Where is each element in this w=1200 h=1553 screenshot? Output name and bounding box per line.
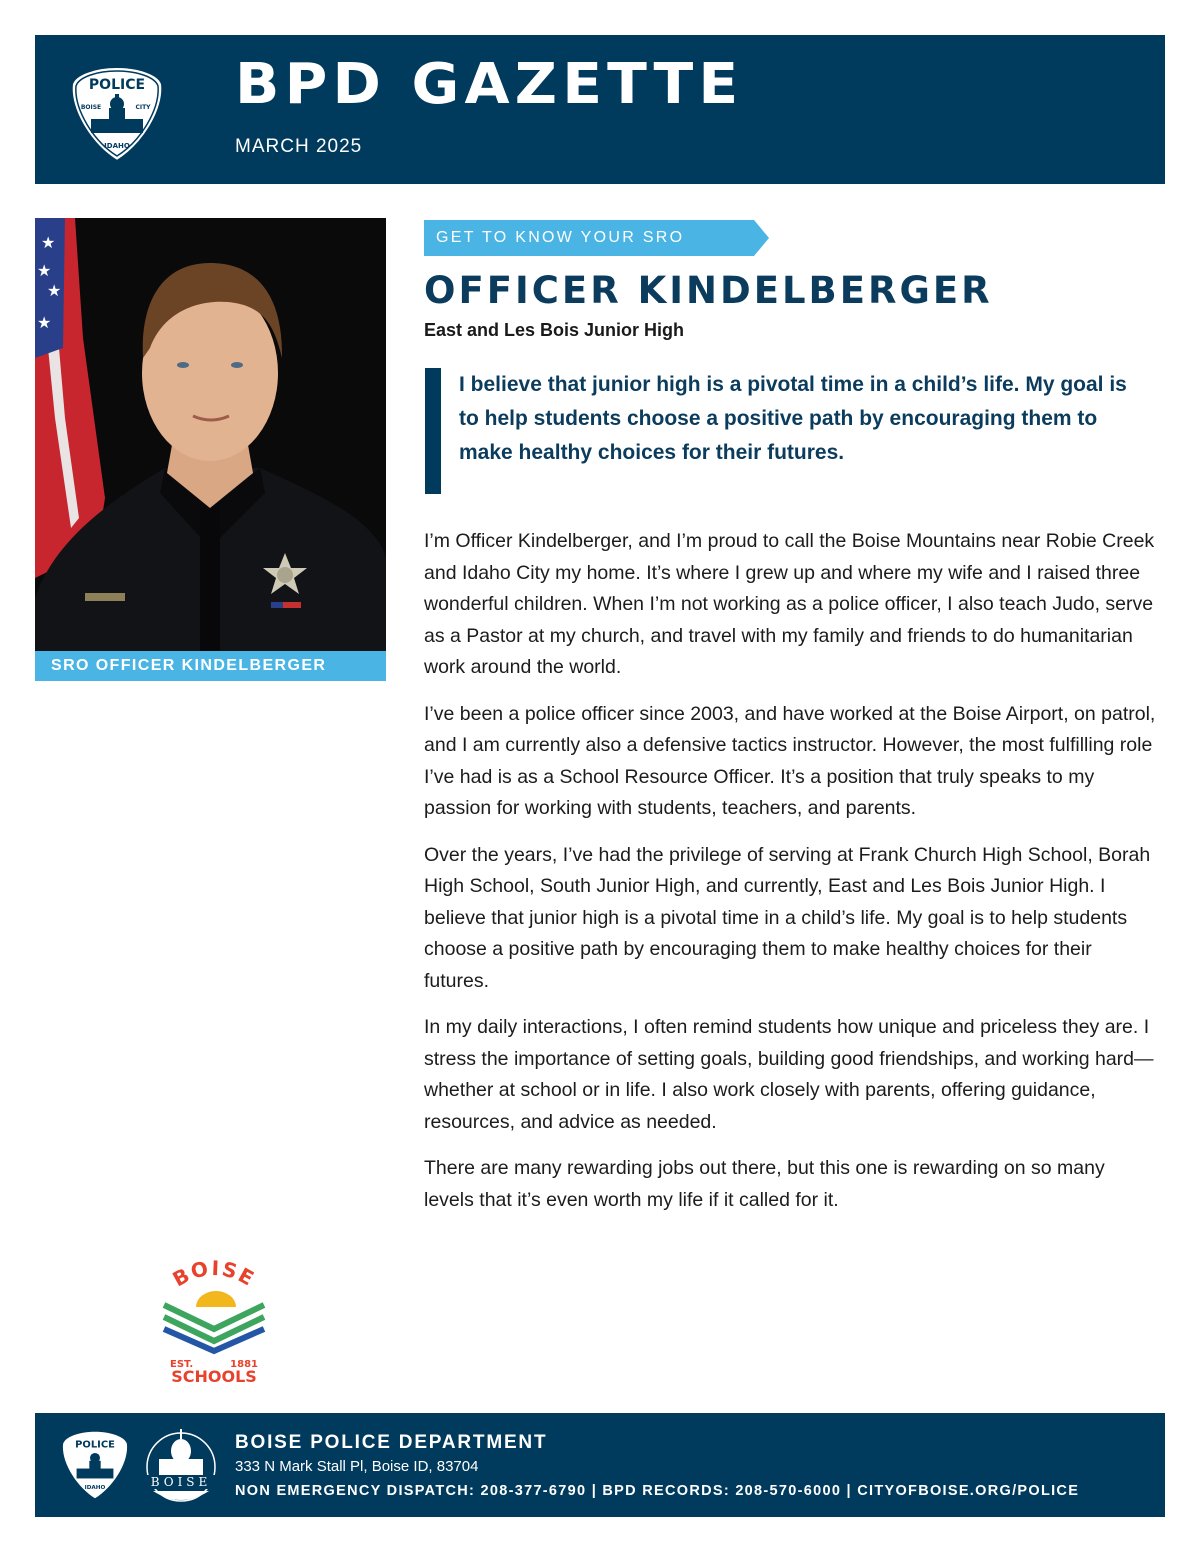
paragraph: In my daily interactions, I often remind students how unique and priceless they are. I stress the importance of setting goals, building good friendships, and working hard—whether at school or in life. I also work closely with parents, offering guidance, resources, and advice as needed.	[424, 1016, 1154, 1133]
svg-text:EST.: EST.	[170, 1359, 194, 1370]
svg-text:BOISE: BOISE	[150, 1475, 212, 1489]
svg-text:IDAHO: IDAHO	[84, 1485, 106, 1492]
paragraph: I’ve been a police officer since 2003, and have worked at the Boise Airport, on patrol, and I am currently also a defensive tactics instructor. However, the most fulfilling role I’ve had is as a School Resource Officer. It’s a position that truly speaks to my passion for working with students, teachers, and parents.	[424, 702, 1156, 819]
boise-schools-logo	[158, 1255, 270, 1383]
school-subtitle: East and Les Bois Junior High	[424, 320, 685, 340]
svg-text:1881: 1881	[230, 1359, 258, 1370]
photo-caption: SRO OFFICER KINDELBERGER	[35, 651, 386, 681]
paragraph: Over the years, I’ve had the privilege of serving at Frank Church High School, Borah High School, South Junior High, and currently, East and Les Bois Junior High. I believe that junior high is a pivotal time in a child’s life. My goal is to help students choose a positive path by encouraging them to make healthy choices for their futures.	[424, 843, 1151, 992]
svg-text:POLICE: POLICE	[75, 1439, 115, 1451]
svg-text:★: ★	[37, 315, 52, 332]
svg-text:★: ★	[47, 283, 62, 300]
police-badge-icon	[61, 1429, 129, 1501]
issue-date: MARCH 2025	[235, 136, 363, 157]
svg-text:★: ★	[37, 263, 52, 280]
svg-text:POLICE: POLICE	[88, 77, 146, 93]
officer-name-heading: OFFICER KINDELBERGER	[424, 269, 993, 312]
svg-text:★: ★	[41, 235, 56, 252]
header-banner	[35, 35, 1165, 184]
svg-text:SCHOOLS: SCHOOLS	[171, 1367, 257, 1383]
contact-info: NON EMERGENCY DISPATCH: 208-377-6790 | BPD RECORDS: 208-570-6000 | CITYOFBOISE.ORG/POLICE	[235, 1483, 1080, 1499]
svg-text:BOISE: BOISE	[168, 1255, 260, 1292]
officer-photo	[35, 218, 386, 654]
section-tag-label: GET TO KNOW YOUR SRO	[436, 229, 685, 246]
pull-quote: I believe that junior high is a pivotal time in a child’s life. My goal is to help students choose a positive path by encouraging them to make healthy choices for their futures.	[459, 373, 1127, 464]
department-name: BOISE POLICE DEPARTMENT	[235, 1432, 548, 1453]
police-badge-icon	[69, 64, 165, 164]
paragraph: I’m Officer Kindelberger, and I’m proud to call the Boise Mountains near Robie Creek and Idaho City my home. It’s where I grew up and where my wife and I raised three wonderful children. When I’m not working as a police officer, I also teach Judo, serve as a Pastor at my church, and travel with my family and friends to do humanitarian work around the world.	[424, 530, 1155, 678]
paragraph: There are many rewarding jobs out there, but this one is rewarding on so many levels that it’s even worth my life if it called for it.	[424, 1157, 1105, 1211]
department-address: 333 N Mark Stall Pl, Boise ID, 83704	[235, 1458, 479, 1475]
svg-text:IDAHO: IDAHO	[104, 142, 130, 150]
newsletter-title: BPD GAZETTE	[235, 52, 744, 117]
quote-bar	[425, 368, 441, 494]
article-body	[424, 526, 1159, 1231]
city-seal-icon	[143, 1425, 219, 1505]
footer-banner	[35, 1413, 1165, 1517]
svg-text:BOISE: BOISE	[80, 104, 102, 111]
section-tag	[424, 220, 769, 256]
svg-text:CITY: CITY	[135, 104, 151, 111]
